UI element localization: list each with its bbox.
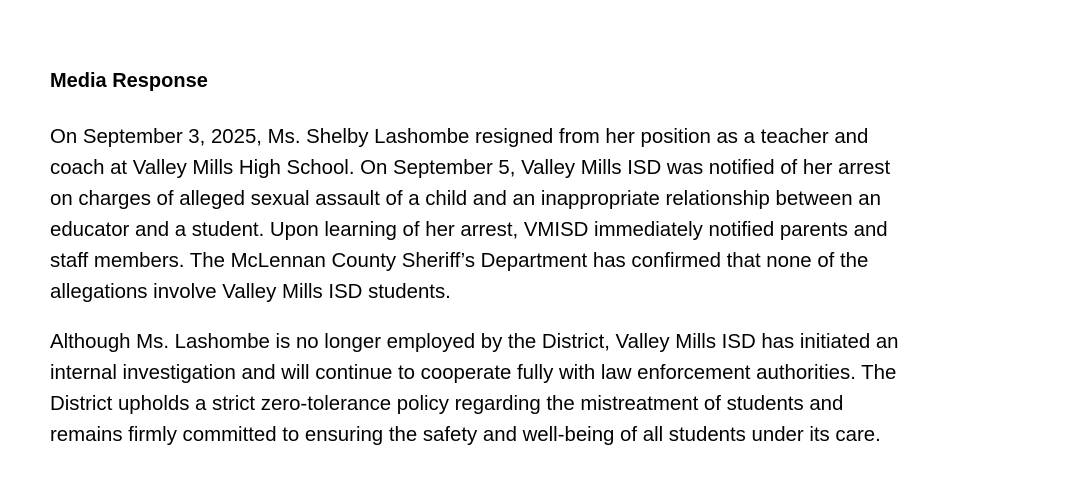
paragraph-line: Although Ms. Lashombe is no longer employed by the District, Valley Mills ISD has initiated an <box>50 331 899 353</box>
paragraph-2 <box>50 327 1040 451</box>
paragraph-line: remains firmly committed to ensuring the safety and well-being of all students under its care. <box>50 424 881 446</box>
paragraph-line: staff members. The McLennan County Sheriff’s Department has confirmed that none of the <box>50 250 869 272</box>
paragraph-line: coach at Valley Mills High School. On September 5, Valley Mills ISD was notified of her arrest <box>50 157 891 179</box>
paragraph-line: internal investigation and will continue to cooperate fully with law enforcement authorities. The <box>50 362 897 384</box>
document-body <box>50 68 1040 470</box>
paragraph-1 <box>50 122 1040 308</box>
paragraph-line: On September 3, 2025, Ms. Shelby Lashombe resigned from her position as a teacher and <box>50 126 869 148</box>
paragraph-line: District upholds a strict zero-tolerance policy regarding the mistreatment of students and <box>50 393 844 415</box>
paragraph-line: allegations involve Valley Mills ISD students. <box>50 281 451 303</box>
document-heading: Media Response <box>50 70 208 92</box>
paragraph-line: educator and a student. Upon learning of her arrest, VMISD immediately notified parents and <box>50 219 888 241</box>
paragraph-line: on charges of alleged sexual assault of a child and an inappropriate relationship between an <box>50 188 881 210</box>
